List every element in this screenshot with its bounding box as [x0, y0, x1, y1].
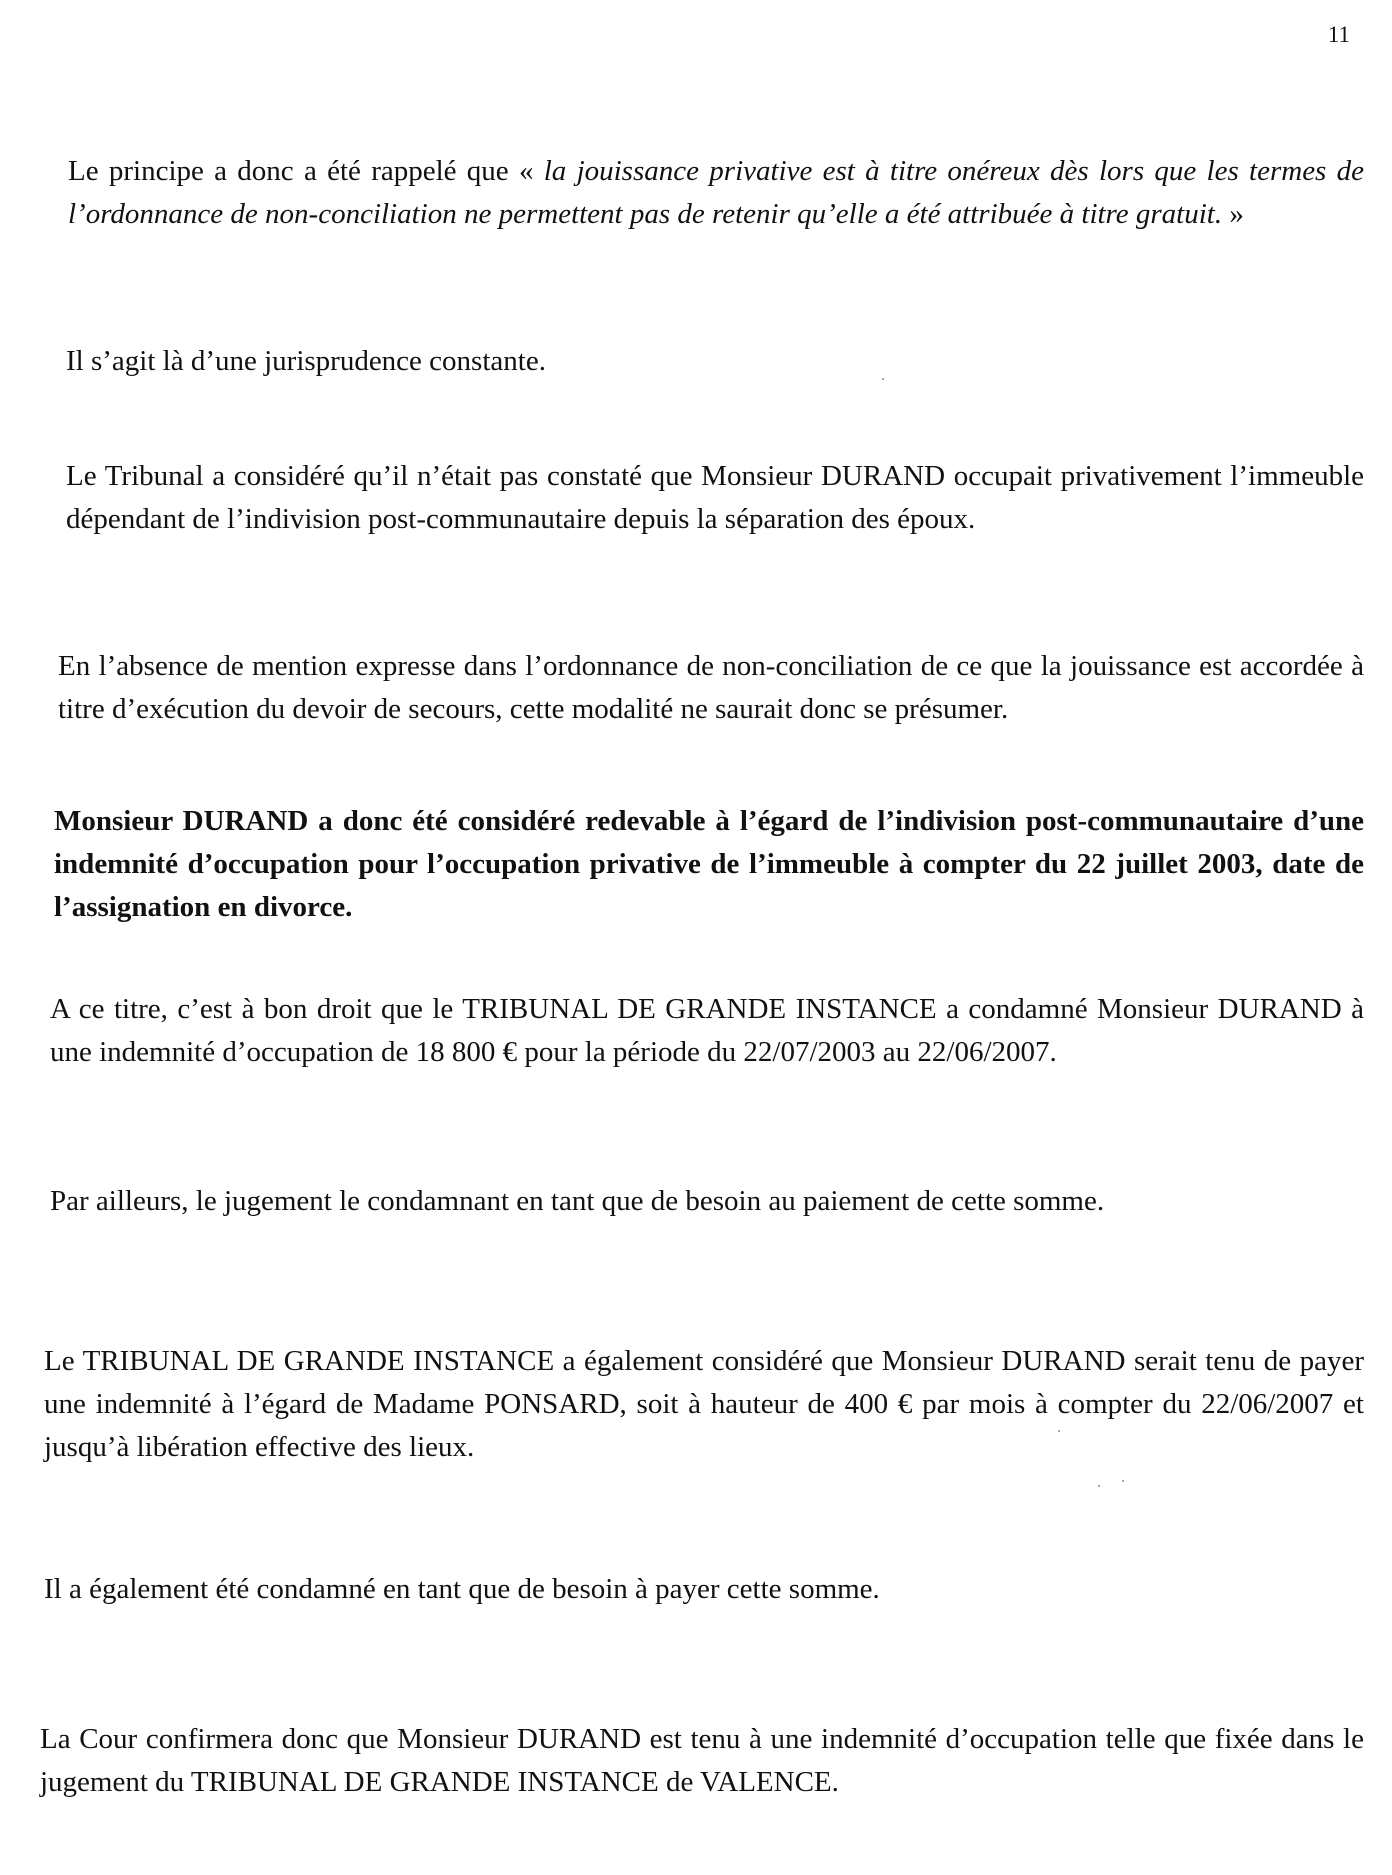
scan-speck: [1122, 1480, 1124, 1482]
scan-speck: [1058, 1430, 1060, 1432]
paragraph-absence-mention: En l’absence de mention expresse dans l’ordonnance de non-conciliation de ce que la jouissance est accordée à titre d’exécution du devoir de secours, cette modalité ne saurait donc se présumer.: [58, 650, 1364, 725]
paragraph-tribunal-considere: Le Tribunal a considéré qu’il n’était pas constaté que Monsieur DURAND occupait privativement l’immeuble dépendant de l’indivision post-communautaire depuis la séparation des époux.: [66, 460, 1364, 535]
scan-speck: [882, 378, 884, 380]
paragraph-condamne: Il a également été condamné en tant que de besoin à payer cette somme.: [44, 1573, 880, 1605]
paragraph-a-ce-titre: A ce titre, c’est à bon droit que le TRIBUNAL DE GRANDE INSTANCE a condamné Monsieur DURAND à une indemnité d’occupation de 18 800 € pour la période du 22/07/2003 au 22/06/2007.: [50, 993, 1364, 1068]
paragraph-principe-prefix: Le principe a donc a été rappelé que «: [68, 155, 544, 187]
paragraph-jurisprudence: Il s’agit là d’une jurisprudence constante.: [66, 345, 546, 377]
paragraph-redevable: Monsieur DURAND a donc été considéré redevable à l’égard de l’indivision post-communautaire d’une indemnité d’occupation pour l’occupation privative de l’immeuble à compter du 22 juillet 2003, date de l’assignation en divorce.: [54, 805, 1364, 923]
paragraph-indemnite-ponsard: Le TRIBUNAL DE GRANDE INSTANCE a également considéré que Monsieur DURAND serait tenu de payer une indemnité à l’égard de Madame PONSARD, soit à hauteur de 400 € par mois à compter du 22/06/2007 et jusqu’à libération effective des lieux.: [44, 1345, 1364, 1463]
paragraph-principe-suffix: »: [1222, 198, 1244, 230]
paragraph-principe-quote: la jouissance privative est à titre onéreux dès lors que les termes de l’ordonnance de non-conciliation ne permettent pas de retenir qu’elle a été attribuée à titre gratuit.: [68, 155, 1364, 230]
page-number: 11: [1327, 22, 1350, 47]
paragraph-la-cour: La Cour confirmera donc que Monsieur DURAND est tenu à une indemnité d’occupation telle que fixée dans le jugement du TRIBUNAL DE GRANDE INSTANCE de VALENCE.: [40, 1723, 1364, 1798]
paragraph-principe: [68, 150, 1364, 236]
paragraph-par-ailleurs: Par ailleurs, le jugement le condamnant en tant que de besoin au paiement de cette somme.: [50, 1185, 1105, 1217]
scan-speck: [1098, 1485, 1100, 1487]
